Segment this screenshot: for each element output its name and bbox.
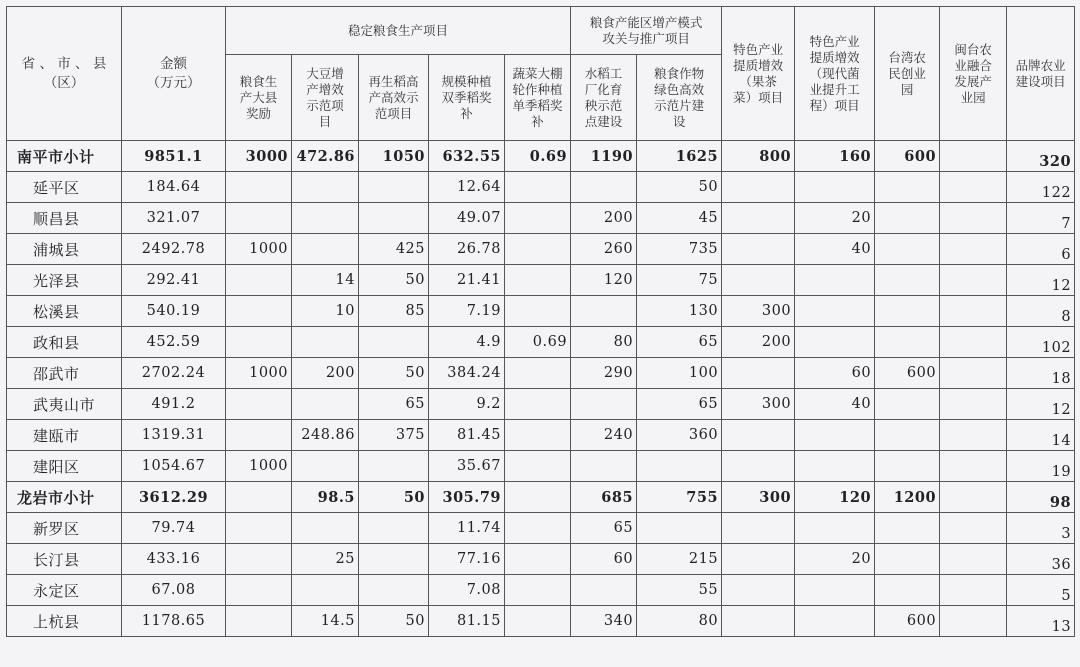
value-cell: [940, 141, 1007, 172]
value-cell: 1050: [359, 141, 429, 172]
amount-cell: 321.07: [122, 203, 226, 234]
value-cell: 160: [795, 141, 875, 172]
value-cell: 800: [722, 141, 795, 172]
value-cell: 20: [795, 544, 875, 575]
header-brand: 品牌农业 建设项目: [1007, 7, 1075, 141]
value-cell: [505, 296, 571, 327]
value-cell: 12: [1007, 389, 1075, 420]
value-cell: [795, 265, 875, 296]
header-group-capacity: 粮食产能区增产模式 攻关与推广项目: [571, 7, 722, 55]
value-cell: [226, 575, 292, 606]
value-cell: [571, 575, 637, 606]
region-name: 建瓯市: [7, 420, 122, 451]
value-cell: 0.69: [505, 327, 571, 358]
value-cell: 632.55: [429, 141, 505, 172]
value-cell: 50: [359, 265, 429, 296]
value-cell: [637, 513, 722, 544]
value-cell: 25: [292, 544, 359, 575]
table-row: [7, 451, 1075, 482]
header-region: 省 、 市 、 县 （区）: [7, 7, 122, 141]
value-cell: 10: [292, 296, 359, 327]
region-name: 延平区: [7, 172, 122, 203]
value-cell: 65: [637, 389, 722, 420]
value-cell: [505, 544, 571, 575]
value-cell: [226, 482, 292, 513]
value-cell: [722, 606, 795, 637]
value-cell: [359, 203, 429, 234]
value-cell: 7.08: [429, 575, 505, 606]
value-cell: 305.79: [429, 482, 505, 513]
value-cell: [505, 234, 571, 265]
amount-cell: 67.08: [122, 575, 226, 606]
value-cell: [505, 451, 571, 482]
value-cell: [505, 203, 571, 234]
value-cell: [940, 265, 1007, 296]
value-cell: [875, 451, 940, 482]
region-name: 龙岩市小计: [7, 482, 122, 513]
value-cell: 65: [637, 327, 722, 358]
amount-cell: 452.59: [122, 327, 226, 358]
value-cell: 360: [637, 420, 722, 451]
value-cell: [722, 203, 795, 234]
header-sub: 大豆增 产增效 示范项 目: [292, 55, 359, 141]
header-specialty-mushroom: 特色产业 提质增效 （现代菌 业提升工 程）项目: [795, 7, 875, 141]
value-cell: 100: [637, 358, 722, 389]
value-cell: [505, 482, 571, 513]
value-cell: [359, 544, 429, 575]
value-cell: 19: [1007, 451, 1075, 482]
table-row: [7, 265, 1075, 296]
value-cell: 7.19: [429, 296, 505, 327]
region-name: 建阳区: [7, 451, 122, 482]
value-cell: [940, 389, 1007, 420]
value-cell: 3000: [226, 141, 292, 172]
value-cell: 26.78: [429, 234, 505, 265]
value-cell: 20: [795, 203, 875, 234]
value-cell: [226, 327, 292, 358]
value-cell: [940, 575, 1007, 606]
value-cell: 21.41: [429, 265, 505, 296]
value-cell: 55: [637, 575, 722, 606]
value-cell: 1000: [226, 358, 292, 389]
value-cell: 1190: [571, 141, 637, 172]
value-cell: 735: [637, 234, 722, 265]
value-cell: 1200: [875, 482, 940, 513]
value-cell: 7: [1007, 203, 1075, 234]
region-name: 南平市小计: [7, 141, 122, 172]
value-cell: [795, 172, 875, 203]
header-sub: 水稻工 厂化育 秧示范 点建设: [571, 55, 637, 141]
amount-cell: 79.74: [122, 513, 226, 544]
value-cell: 4.9: [429, 327, 505, 358]
amount-cell: 491.2: [122, 389, 226, 420]
amount-cell: 3612.29: [122, 482, 226, 513]
value-cell: [940, 451, 1007, 482]
value-cell: 65: [571, 513, 637, 544]
value-cell: [505, 358, 571, 389]
value-cell: [292, 327, 359, 358]
value-cell: 130: [637, 296, 722, 327]
region-name: 武夷山市: [7, 389, 122, 420]
header-amount: 金额 （万元）: [122, 7, 226, 141]
value-cell: [875, 296, 940, 327]
value-cell: 425: [359, 234, 429, 265]
value-cell: 18: [1007, 358, 1075, 389]
value-cell: 200: [722, 327, 795, 358]
value-cell: [940, 482, 1007, 513]
value-cell: [795, 606, 875, 637]
value-cell: [505, 389, 571, 420]
table-header: [7, 7, 1075, 141]
value-cell: [292, 451, 359, 482]
table-row: [7, 203, 1075, 234]
value-cell: [571, 389, 637, 420]
value-cell: 35.67: [429, 451, 505, 482]
table-body: [7, 141, 1075, 637]
value-cell: 5: [1007, 575, 1075, 606]
value-cell: [292, 389, 359, 420]
amount-cell: 1178.65: [122, 606, 226, 637]
value-cell: [359, 172, 429, 203]
subtotal-row: [7, 482, 1075, 513]
value-cell: [795, 575, 875, 606]
amount-cell: 1319.31: [122, 420, 226, 451]
value-cell: 50: [637, 172, 722, 203]
value-cell: 200: [292, 358, 359, 389]
value-cell: [940, 327, 1007, 358]
value-cell: [292, 203, 359, 234]
value-cell: 11.74: [429, 513, 505, 544]
value-cell: 6: [1007, 234, 1075, 265]
value-cell: 50: [359, 358, 429, 389]
table-row: [7, 389, 1075, 420]
table-row: [7, 575, 1075, 606]
header-sub: 蔬菜大棚 轮作种植 单季稻奖 补: [505, 55, 571, 141]
value-cell: 600: [875, 141, 940, 172]
value-cell: 320: [1007, 141, 1075, 172]
funding-table: [6, 6, 1075, 637]
header-specialty-fruit-tea-veg: 特色产业 提质增效 （果茶 菜）项目: [722, 7, 795, 141]
value-cell: [875, 327, 940, 358]
value-cell: [940, 606, 1007, 637]
value-cell: [795, 420, 875, 451]
value-cell: 50: [359, 606, 429, 637]
value-cell: [292, 172, 359, 203]
value-cell: [875, 513, 940, 544]
amount-cell: 2492.78: [122, 234, 226, 265]
value-cell: [940, 513, 1007, 544]
value-cell: [722, 451, 795, 482]
value-cell: 14.5: [292, 606, 359, 637]
value-cell: [226, 606, 292, 637]
value-cell: [226, 296, 292, 327]
value-cell: [226, 513, 292, 544]
amount-cell: 1054.67: [122, 451, 226, 482]
value-cell: [795, 451, 875, 482]
value-cell: [722, 513, 795, 544]
value-cell: [940, 544, 1007, 575]
value-cell: 98: [1007, 482, 1075, 513]
value-cell: 60: [795, 358, 875, 389]
value-cell: [875, 575, 940, 606]
amount-cell: 540.19: [122, 296, 226, 327]
value-cell: [359, 451, 429, 482]
value-cell: 12.64: [429, 172, 505, 203]
value-cell: 14: [292, 265, 359, 296]
header-sub: 粮食作物 绿色高效 示范片建 设: [637, 55, 722, 141]
value-cell: 13: [1007, 606, 1075, 637]
value-cell: 685: [571, 482, 637, 513]
value-cell: [226, 420, 292, 451]
value-cell: [722, 575, 795, 606]
value-cell: [505, 265, 571, 296]
value-cell: 85: [359, 296, 429, 327]
table-row: [7, 296, 1075, 327]
value-cell: 75: [637, 265, 722, 296]
value-cell: 102: [1007, 327, 1075, 358]
value-cell: 81.15: [429, 606, 505, 637]
subtotal-row: [7, 141, 1075, 172]
value-cell: 8: [1007, 296, 1075, 327]
value-cell: [637, 451, 722, 482]
header-sub: 粮食生 产大县 奖励: [226, 55, 292, 141]
region-name: 上杭县: [7, 606, 122, 637]
value-cell: [571, 296, 637, 327]
value-cell: [795, 296, 875, 327]
value-cell: 375: [359, 420, 429, 451]
value-cell: [940, 234, 1007, 265]
value-cell: [226, 389, 292, 420]
region-name: 浦城县: [7, 234, 122, 265]
table-row: [7, 327, 1075, 358]
value-cell: 80: [571, 327, 637, 358]
value-cell: [505, 606, 571, 637]
header-sub: 再生稻高 产高效示 范项目: [359, 55, 429, 141]
value-cell: [359, 575, 429, 606]
amount-cell: 184.64: [122, 172, 226, 203]
value-cell: 600: [875, 606, 940, 637]
value-cell: 12: [1007, 265, 1075, 296]
value-cell: [505, 575, 571, 606]
value-cell: 200: [571, 203, 637, 234]
amount-cell: 292.41: [122, 265, 226, 296]
value-cell: [940, 358, 1007, 389]
value-cell: [795, 513, 875, 544]
value-cell: 0.69: [505, 141, 571, 172]
value-cell: [940, 420, 1007, 451]
value-cell: [875, 234, 940, 265]
value-cell: 80: [637, 606, 722, 637]
value-cell: 755: [637, 482, 722, 513]
value-cell: [940, 203, 1007, 234]
value-cell: [722, 358, 795, 389]
value-cell: [571, 172, 637, 203]
value-cell: [875, 203, 940, 234]
region-name: 光泽县: [7, 265, 122, 296]
value-cell: [940, 172, 1007, 203]
amount-cell: 9851.1: [122, 141, 226, 172]
value-cell: [722, 265, 795, 296]
value-cell: [292, 575, 359, 606]
value-cell: [722, 234, 795, 265]
value-cell: 260: [571, 234, 637, 265]
value-cell: 40: [795, 234, 875, 265]
value-cell: [226, 544, 292, 575]
header-fujian-taiwan-park: 闽台农 业融合 发展产 业园: [940, 7, 1007, 141]
value-cell: 122: [1007, 172, 1075, 203]
value-cell: 120: [795, 482, 875, 513]
value-cell: [359, 513, 429, 544]
value-cell: [940, 296, 1007, 327]
value-cell: [722, 420, 795, 451]
table-row: [7, 234, 1075, 265]
value-cell: 300: [722, 482, 795, 513]
value-cell: [875, 420, 940, 451]
value-cell: [571, 451, 637, 482]
value-cell: 1000: [226, 451, 292, 482]
value-cell: 14: [1007, 420, 1075, 451]
value-cell: [875, 544, 940, 575]
value-cell: [875, 389, 940, 420]
region-name: 顺昌县: [7, 203, 122, 234]
amount-cell: 433.16: [122, 544, 226, 575]
value-cell: 300: [722, 296, 795, 327]
value-cell: 600: [875, 358, 940, 389]
value-cell: 248.86: [292, 420, 359, 451]
table-row: [7, 172, 1075, 203]
amount-cell: 2702.24: [122, 358, 226, 389]
header-taiwan-park: 台湾农 民创业 园: [875, 7, 940, 141]
region-name: 松溪县: [7, 296, 122, 327]
value-cell: 98.5: [292, 482, 359, 513]
value-cell: [722, 172, 795, 203]
value-cell: [875, 265, 940, 296]
value-cell: 1000: [226, 234, 292, 265]
value-cell: 49.07: [429, 203, 505, 234]
value-cell: 45: [637, 203, 722, 234]
header-sub: 规模种植 双季稻奖 补: [429, 55, 505, 141]
region-name: 新罗区: [7, 513, 122, 544]
value-cell: [292, 513, 359, 544]
value-cell: 65: [359, 389, 429, 420]
value-cell: [875, 172, 940, 203]
value-cell: [226, 203, 292, 234]
value-cell: 300: [722, 389, 795, 420]
value-cell: [505, 513, 571, 544]
value-cell: [505, 172, 571, 203]
table-row: [7, 358, 1075, 389]
value-cell: 240: [571, 420, 637, 451]
region-name: 邵武市: [7, 358, 122, 389]
value-cell: 40: [795, 389, 875, 420]
value-cell: 81.45: [429, 420, 505, 451]
value-cell: [505, 420, 571, 451]
value-cell: [359, 327, 429, 358]
region-name: 政和县: [7, 327, 122, 358]
value-cell: 9.2: [429, 389, 505, 420]
value-cell: 60: [571, 544, 637, 575]
table-row: [7, 420, 1075, 451]
value-cell: 120: [571, 265, 637, 296]
value-cell: [722, 544, 795, 575]
value-cell: 1625: [637, 141, 722, 172]
table-row: [7, 513, 1075, 544]
value-cell: 340: [571, 606, 637, 637]
region-name: 长汀县: [7, 544, 122, 575]
value-cell: 290: [571, 358, 637, 389]
value-cell: [292, 234, 359, 265]
value-cell: 50: [359, 482, 429, 513]
value-cell: 36: [1007, 544, 1075, 575]
value-cell: 77.16: [429, 544, 505, 575]
value-cell: 472.86: [292, 141, 359, 172]
value-cell: 3: [1007, 513, 1075, 544]
value-cell: [226, 265, 292, 296]
value-cell: [226, 172, 292, 203]
header-group-stable: 稳定粮食生产项目: [226, 7, 571, 55]
table-row: [7, 606, 1075, 637]
table-row: [7, 544, 1075, 575]
value-cell: [795, 327, 875, 358]
value-cell: 384.24: [429, 358, 505, 389]
region-name: 永定区: [7, 575, 122, 606]
value-cell: 215: [637, 544, 722, 575]
